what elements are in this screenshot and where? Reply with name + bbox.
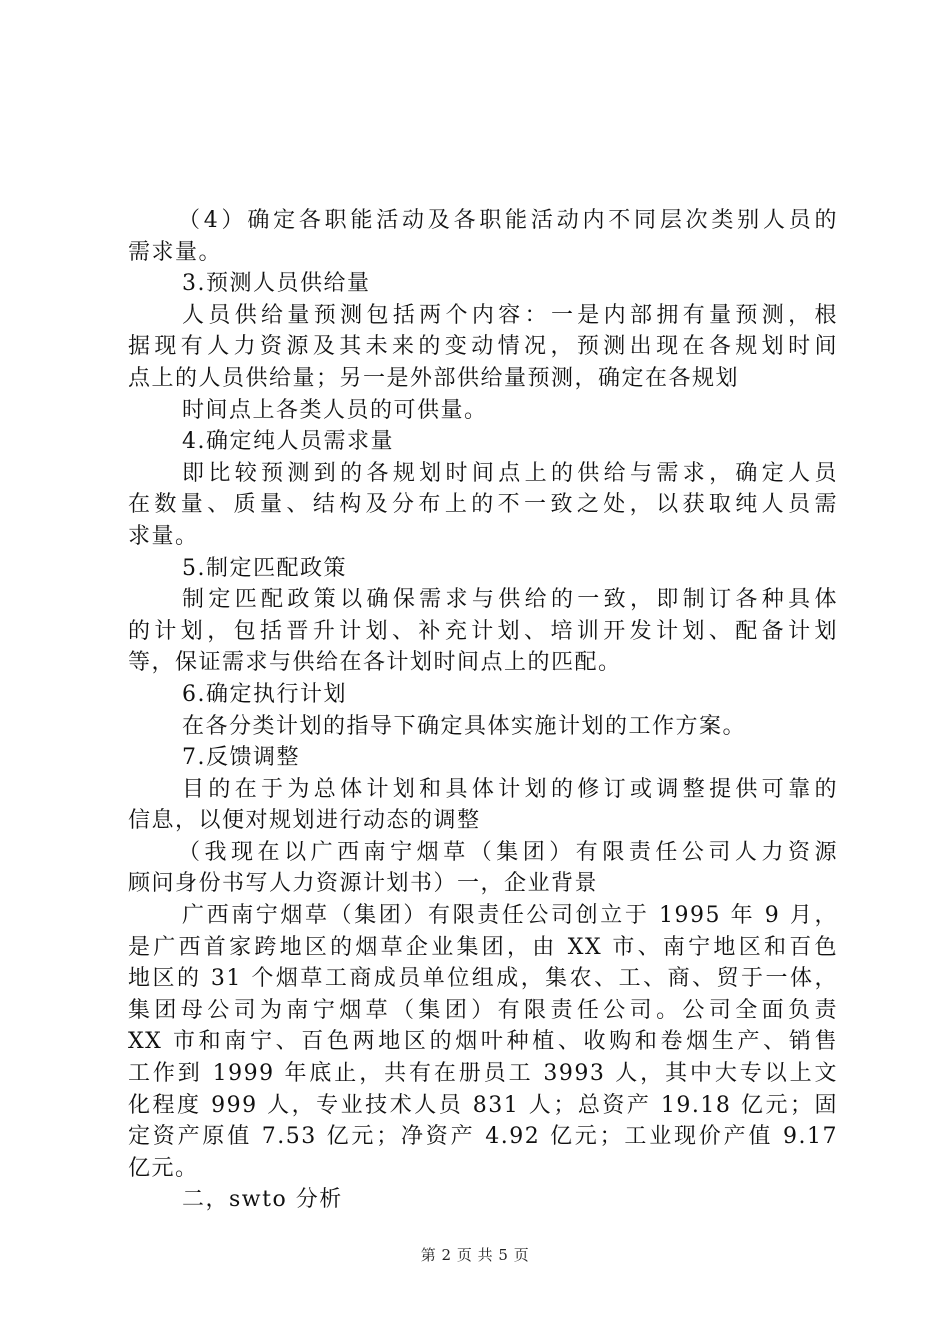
- document-line: 人员供给量预测包括两个内容：一是内部拥有量预测，根: [182, 302, 838, 328]
- document-line: XX 市和南宁、百色两地区的烟叶种植、收购和卷烟生产、销售: [128, 1029, 838, 1055]
- document-line: 等，保证需求与供给在各计划时间点上的匹配。: [128, 650, 622, 676]
- document-line: 顾问身份书写人力资源计划书）一，企业背景: [128, 871, 599, 897]
- document-line: 5.制定匹配政策: [182, 555, 347, 581]
- document-body: [128, 205, 838, 1216]
- document-line: 即比较预测到的各规划时间点上的供给与需求，确定人员: [182, 460, 838, 486]
- document-line: 定资产原值 7.53 亿元；净资产 4.92 亿元；工业现价产值 9.17: [128, 1124, 838, 1150]
- document-line: （4）确定各职能活动及各职能活动内不同层次类别人员的: [178, 208, 838, 233]
- document-line: 4.确定纯人员需求量: [182, 429, 394, 455]
- document-line: 亿元。: [128, 1155, 199, 1181]
- document-line: 在数量、质量、结构及分布上的不一致之处，以获取纯人员需: [128, 492, 838, 518]
- document-line: 工作到 1999 年底止，共有在册员工 3993 人，其中大专以上文: [128, 1061, 838, 1087]
- document-line: 据现有人力资源及其未来的变动情况，预测出现在各规划时间: [128, 334, 838, 360]
- document-line: 6.确定执行计划: [182, 681, 347, 707]
- document-line: 目的在于为总体计划和具体计划的修订或调整提供可靠的: [182, 776, 838, 802]
- document-line: 需求量。: [128, 239, 223, 265]
- document-line: 集团母公司为南宁烟草（集团）有限责任公司。公司全面负责: [128, 997, 838, 1023]
- page-footer: 第 2 页 共 5 页: [420, 1246, 530, 1264]
- document-line: 在各分类计划的指导下确定具体实施计划的工作方案。: [182, 713, 747, 739]
- document-line: 7.反馈调整: [182, 745, 300, 771]
- document-line: 二，swto 分析: [182, 1187, 343, 1213]
- document-line: 地区的 31 个烟草工商成员单位组成，集农、工、商、贸于一体，: [128, 966, 838, 992]
- document-line: 化程度 999 人，专业技术人员 831 人；总资产 19.18 亿元；固: [128, 1092, 838, 1118]
- document-line: 制定匹配政策以确保需求与供给的一致，即制订各种具体: [182, 587, 838, 613]
- document-line: 时间点上各类人员的可供量。: [182, 397, 488, 423]
- document-line: 是广西首家跨地区的烟草企业集团，由 XX 市、南宁地区和百色: [128, 934, 838, 960]
- document-line: 的计划，包括晋升计划、补充计划、培训开发计划、配备计划: [128, 618, 838, 644]
- document-line: 信息，以便对规划进行动态的调整: [128, 808, 481, 834]
- document-line: 点上的人员供给量；另一是外部供给量预测，确定在各规划: [128, 365, 740, 391]
- document-line: （我现在以广西南宁烟草（集团）有限责任公司人力资源: [178, 839, 838, 865]
- document-line: 3.预测人员供给量: [182, 271, 371, 297]
- document-line: 求量。: [128, 523, 199, 549]
- document-line: 广西南宁烟草（集团）有限责任公司创立于 1995 年 9 月，: [182, 903, 838, 929]
